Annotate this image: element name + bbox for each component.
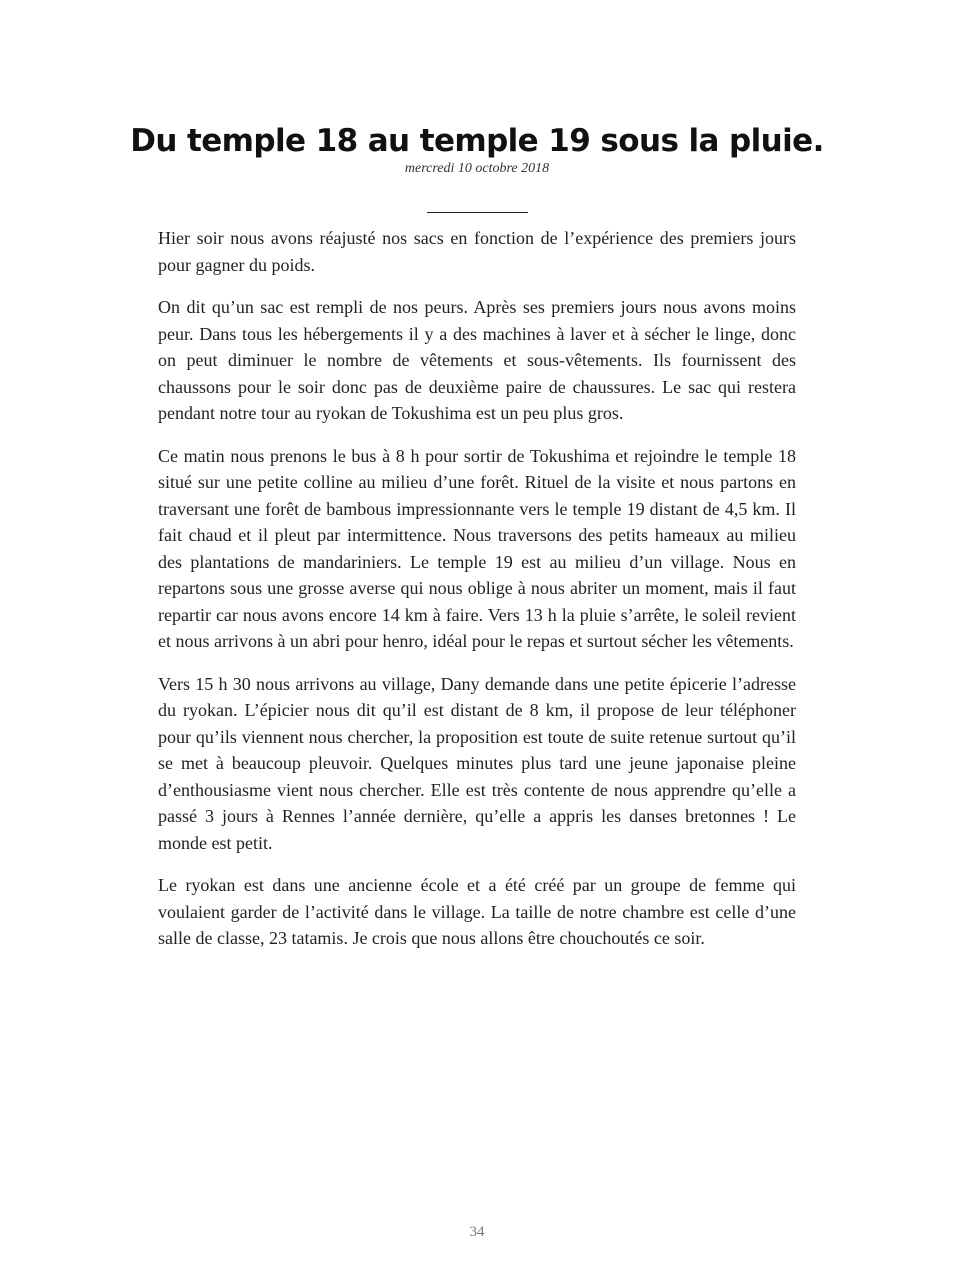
page-title: Du temple 18 au temple 19 sous la pluie. xyxy=(130,123,824,159)
title-separator xyxy=(427,212,528,213)
paragraph: On dit qu’un sac est rempli de nos peurs. Après ses premiers jours nous avons moins peur. Dans tous les hébergements il y a des machines à laver et à sécher le linge, donc on peut diminuer le nombre de vêtements et sous-vêtements. Ils fournissent des chaussons pour le soir donc pas de deuxième paire de chaussures. Le sac qui restera pendant notre tour au ryokan de Tokushima est un peu plus gros. xyxy=(158,297,796,423)
post-date: mercredi 10 octobre 2018 xyxy=(404,161,550,176)
page-number: 34 xyxy=(469,1224,485,1240)
paragraph: Hier soir nous avons réajusté nos sacs en fonction de l’expérience des premiers jours pour gagner du poids. xyxy=(158,228,796,275)
article-body xyxy=(158,225,796,968)
paragraph: Ce matin nous prenons le bus à 8 h pour sortir de Tokushima et rejoindre le temple 18 situé sur une petite colline au milieu d’une forêt. Rituel de la visite et nous partons en traversant une forêt de bambous impressionnante vers le temple 19 distant de 4,5 km. Il fait chaud et il pleut par intermittence. Nous traversons des petits hameaux au milieu des plantations de mandariniers. Le temple 19 est au milieu d’un village. Nous en repartons sous une grosse averse qui nous oblige à nous abriter un moment, mais il faut repartir car nous avons encore 14 km à faire. Vers 13 h la pluie s’arrête, le soleil revient et nous arrivons à un abri pour henro, idéal pour le repas et surtout sécher les vêtements. xyxy=(158,445,796,651)
paragraph: Vers 15 h 30 nous arrivons au village, Dany demande dans une petite épicerie l’adresse du ryokan. L’épicier nous dit qu’il est distant de 8 km, il propose de leur téléphoner pour qu’ils viennent nous chercher, la proposition est toute de suite retenue surtout qu’il se met à beaucoup pleuvoir. Quelques minutes plus tard une jeune japonaise pleine d’enthousiasme vient nous chercher. Elle est très contente de nous apprendre qu’elle a passé 3 jours à Rennes l’année dernière, qu’elle a appris les danses bretonnes ! Le monde est petit. xyxy=(158,673,796,853)
paragraph: Le ryokan est dans une ancienne école et a été créé par un groupe de femme qui voulaient garder de l’activité dans le village. La taille de notre chambre est celle d’une salle de classe, 23 tatamis. Je crois que nous allons être chouchoutés ce soir. xyxy=(158,875,796,948)
